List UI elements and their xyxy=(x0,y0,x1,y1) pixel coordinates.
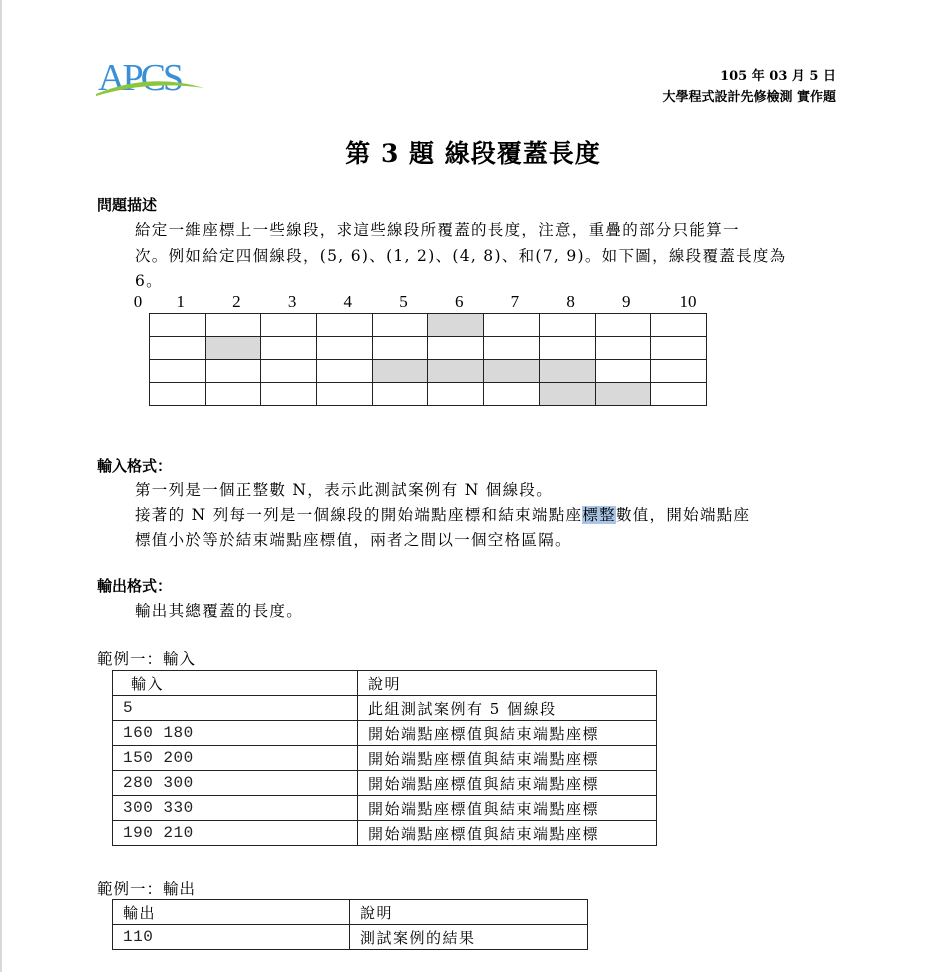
example-output-table xyxy=(112,899,588,950)
segment-row xyxy=(150,360,707,383)
page-title: 第 3 題 線段覆蓋長度 xyxy=(345,139,601,168)
axis-label: 7 xyxy=(510,292,520,311)
segment-cell xyxy=(539,314,595,337)
segment-cell xyxy=(205,314,261,337)
segment-row xyxy=(150,383,707,406)
segment-cell xyxy=(317,360,373,383)
output-format-line-1: 輸出其總覆蓋的長度。 xyxy=(135,602,304,620)
table-header-row xyxy=(113,900,588,925)
input-format-line-2-a: 接著的 N 列每一列是一個線段的開始端點座標和結束端點座 xyxy=(135,506,583,524)
problem-line-2: 次。例如給定四個線段，(5, 6)、(1, 2)、(4, 8)、和(7, 9)。如下圖，線段覆蓋長度為 xyxy=(135,247,787,265)
segment-cell xyxy=(651,383,707,406)
output-format-heading: 輸出格式： xyxy=(97,577,173,595)
segment-cell xyxy=(484,337,540,360)
exam-name: 大學程式設計先修檢測 實作題 xyxy=(662,90,836,105)
table-header-row xyxy=(113,671,657,696)
table-row xyxy=(113,696,657,721)
segment-cell-filled xyxy=(595,383,651,406)
segment-cell-filled xyxy=(372,360,428,383)
segment-cell xyxy=(484,314,540,337)
table-row xyxy=(113,721,657,746)
axis-label: 1 xyxy=(176,292,185,311)
exam-date: 105 年 03 月 5 日 xyxy=(720,69,836,84)
input-format-line-3: 標值小於等於結束端點座標值，兩者之間以一個空格區隔。 xyxy=(135,531,572,549)
table-row xyxy=(113,821,657,846)
segment-cell xyxy=(205,360,261,383)
example-input-table xyxy=(112,670,657,846)
segment-cell xyxy=(317,383,373,406)
segment-cell-filled xyxy=(539,360,595,383)
axis-label: 5 xyxy=(399,292,408,311)
segment-cell-filled xyxy=(205,337,261,360)
segment-cell xyxy=(317,337,373,360)
segment-row xyxy=(150,337,707,360)
example-input-label: 範例一：輸入 xyxy=(97,650,197,668)
desc-cell: 開始端點座標值與結束端點座標 xyxy=(358,721,657,746)
table-row xyxy=(113,796,657,821)
problem-line-3: 6。 xyxy=(135,272,163,290)
output-cell: 110 xyxy=(113,925,350,950)
segment-cell xyxy=(150,314,206,337)
segment-cell xyxy=(539,337,595,360)
segment-cell xyxy=(372,337,428,360)
segment-cell xyxy=(150,360,206,383)
input-format-line-2 xyxy=(135,502,750,528)
desc-cell: 此組測試案例有 5 個線段 xyxy=(358,696,657,721)
segment-cell-filled xyxy=(539,383,595,406)
desc-cell: 開始端點座標值與結束端點座標 xyxy=(358,796,657,821)
input-format-line-2-b: 數值，開始端點座 xyxy=(615,506,751,524)
header-cell-output: 輸出 xyxy=(113,900,350,925)
segment-cell xyxy=(595,337,651,360)
desc-cell: 開始端點座標值與結束端點座標 xyxy=(358,746,657,771)
segment-cell xyxy=(651,337,707,360)
selected-text[interactable]: 標整 xyxy=(582,506,616,524)
segment-cell xyxy=(261,360,317,383)
segment-grid xyxy=(149,313,707,406)
segment-cell-filled xyxy=(484,360,540,383)
segment-cell-filled xyxy=(428,360,484,383)
table-row xyxy=(113,746,657,771)
input-cell: 300 330 xyxy=(113,796,358,821)
header-cell-input: 輸入 xyxy=(113,671,358,696)
segment-cell xyxy=(317,314,373,337)
axis-label: 0 xyxy=(133,292,143,311)
header-cell-desc: 說明 xyxy=(358,671,657,696)
input-cell: 160 180 xyxy=(113,721,358,746)
axis-label: 4 xyxy=(343,292,353,311)
segment-row xyxy=(150,314,707,337)
segment-cell xyxy=(205,383,261,406)
segment-cell xyxy=(484,383,540,406)
segment-cell xyxy=(651,314,707,337)
table-row xyxy=(113,925,588,950)
segment-cell xyxy=(428,383,484,406)
desc-cell: 開始端點座標值與結束端點座標 xyxy=(358,771,657,796)
header-cell-desc: 說明 xyxy=(350,900,588,925)
input-cell: 5 xyxy=(113,696,358,721)
apcs-logo xyxy=(94,58,206,102)
axis-label: 9 xyxy=(622,292,631,311)
segment-cell xyxy=(150,337,206,360)
segment-cell xyxy=(372,314,428,337)
segment-cell xyxy=(595,314,651,337)
segment-cell xyxy=(651,360,707,383)
axis-label: 2 xyxy=(232,292,241,311)
input-format-heading: 輸入格式： xyxy=(97,457,173,475)
table-row xyxy=(113,771,657,796)
segment-cell xyxy=(150,383,206,406)
segment-cell xyxy=(261,314,317,337)
example-output-label: 範例一：輸出 xyxy=(97,880,197,898)
segment-cell xyxy=(428,337,484,360)
logo-text: APCS xyxy=(98,58,182,99)
axis-label: 3 xyxy=(287,292,297,311)
input-cell: 150 200 xyxy=(113,746,358,771)
segment-cell xyxy=(595,360,651,383)
segment-cell xyxy=(261,383,317,406)
segment-cell xyxy=(261,337,317,360)
axis-label: 10 xyxy=(679,292,697,311)
desc-cell: 測試案例的結果 xyxy=(350,925,588,950)
header-info xyxy=(662,66,836,108)
axis-label: 6 xyxy=(454,292,464,311)
problem-heading: 問題描述 xyxy=(97,196,158,214)
problem-line-1: 給定一維座標上一些線段，求這些線段所覆蓋的長度，注意，重疊的部分只能算一 xyxy=(135,221,740,239)
segment-cell-filled xyxy=(428,314,484,337)
input-format-line-1: 第一列是一個正整數 N，表示此測試案例有 N 個線段。 xyxy=(135,481,554,499)
segment-cell xyxy=(372,383,428,406)
input-cell: 190 210 xyxy=(113,821,358,846)
axis-label: 8 xyxy=(566,292,575,311)
desc-cell: 開始端點座標值與結束端點座標 xyxy=(358,821,657,846)
input-cell: 280 300 xyxy=(113,771,358,796)
